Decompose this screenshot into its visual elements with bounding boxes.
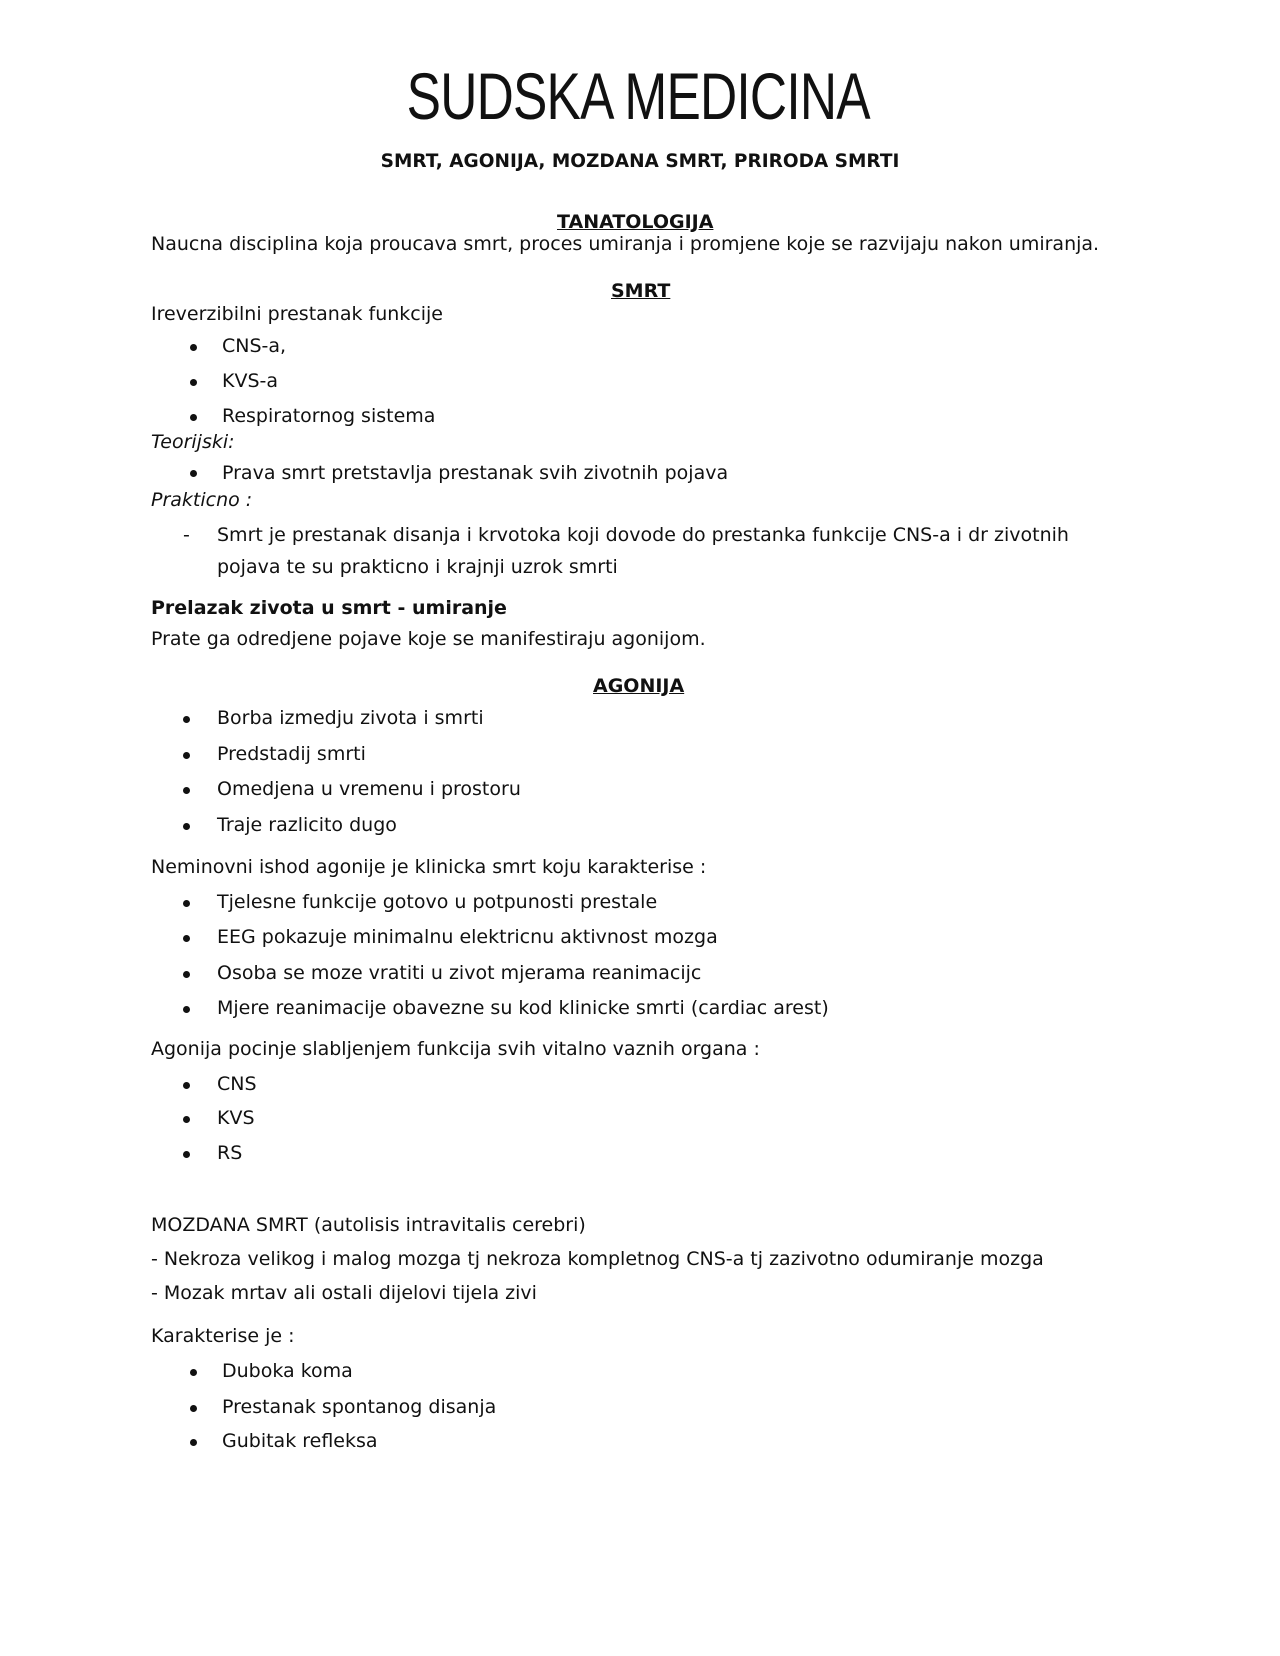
prakticno-text-line-1: Smrt je prestanak disanja i krvotoka koji dovode do prestanka funkcije CNS-a i dr zivotnih (217, 524, 1069, 546)
bullet-icon (183, 716, 190, 723)
heading-mozdana-smrt: MOZDANA SMRT (autolisis intravitalis cerebri) (151, 1214, 586, 1236)
prakticno-label: Prakticno : (151, 489, 253, 511)
list-item: Osoba se moze vratiti u zivot mjerama reanimacijc (217, 962, 702, 984)
heading-agonija: AGONIJA (593, 675, 685, 697)
list-item: CNS (217, 1073, 257, 1095)
bullet-icon (183, 823, 190, 830)
list-item: Gubitak refleksa (222, 1430, 378, 1452)
list-item: Respiratornog sistema (222, 405, 436, 427)
list-item: Predstadij smrti (217, 743, 366, 765)
heading-tanatologija: TANATOLOGIJA (557, 211, 714, 233)
teorijski-label: Teorijski: (151, 431, 235, 453)
list-item: Traje razlicito dugo (217, 814, 397, 836)
prelazak-text: Prate ga odredjene pojave koje se manifestiraju agonijom. (151, 628, 706, 650)
bullet-icon (183, 935, 190, 942)
list-item: EEG pokazuje minimalnu elektricnu aktivnost mozga (217, 926, 718, 948)
karakterise-label: Karakterise je : (151, 1325, 295, 1347)
bullet-icon (183, 971, 190, 978)
list-item: Mjere reanimacije obavezne su kod klinicke smrti (cardiac arest) (217, 997, 829, 1019)
list-item: Borba izmedju zivota i smrti (217, 707, 484, 729)
document-subtitle: SMRT, AGONIJA, MOZDANA SMRT, PRIRODA SMRTI (380, 151, 900, 172)
dash-marker: - (183, 524, 190, 546)
bullet-icon (190, 470, 197, 477)
bullet-icon (190, 1405, 197, 1412)
list-item: KVS-a (222, 370, 279, 392)
list-item: CNS-a, (222, 335, 287, 357)
list-item: Duboka koma (222, 1360, 353, 1382)
bullet-icon (183, 1082, 190, 1089)
list-item: Tjelesne funkcije gotovo u potpunosti prestale (217, 891, 658, 913)
bullet-icon (183, 752, 190, 759)
prakticno-text-line-2: pojava te su prakticno i krajnji uzrok smrti (217, 556, 618, 578)
bullet-icon (190, 414, 197, 421)
list-item: Prestanak spontanog disanja (222, 1396, 497, 1418)
bullet-icon (190, 344, 197, 351)
list-item: Omedjena u vremenu i prostoru (217, 778, 521, 800)
bullet-icon (190, 1369, 197, 1376)
document-title: SUDSKA MEDICINA (406, 59, 870, 133)
bullet-icon (183, 1006, 190, 1013)
ishod-intro: Neminovni ishod agonije je klinicka smrt koju karakterise : (151, 856, 707, 878)
bullet-icon (183, 787, 190, 794)
pocinje-intro: Agonija pocinje slabljenjem funkcija svih vitalno vaznih organa : (151, 1038, 760, 1060)
bullet-icon (183, 900, 190, 907)
list-item: RS (217, 1142, 243, 1164)
mozdana-line-1: - Nekroza velikog i malog mozga tj nekroza kompletnog CNS-a tj zazivotno odumiranje mozga (151, 1248, 1044, 1270)
list-item: Prava smrt pretstavlja prestanak svih zivotnih pojava (222, 462, 729, 484)
bullet-icon (190, 379, 197, 386)
tanatologija-definition: Naucna disciplina koja proucava smrt, proces umiranja i promjene koje se razvijaju nakon umiranja. (151, 233, 1100, 255)
list-item: KVS (217, 1107, 255, 1129)
bullet-icon (190, 1439, 197, 1446)
heading-smrt: SMRT (611, 280, 671, 302)
heading-prelazak: Prelazak zivota u smrt - umiranje (151, 597, 507, 619)
bullet-icon (183, 1116, 190, 1123)
smrt-intro: Ireverzibilni prestanak funkcije (151, 303, 443, 325)
bullet-icon (183, 1151, 190, 1158)
mozdana-line-2: - Mozak mrtav ali ostali dijelovi tijela zivi (151, 1282, 537, 1304)
